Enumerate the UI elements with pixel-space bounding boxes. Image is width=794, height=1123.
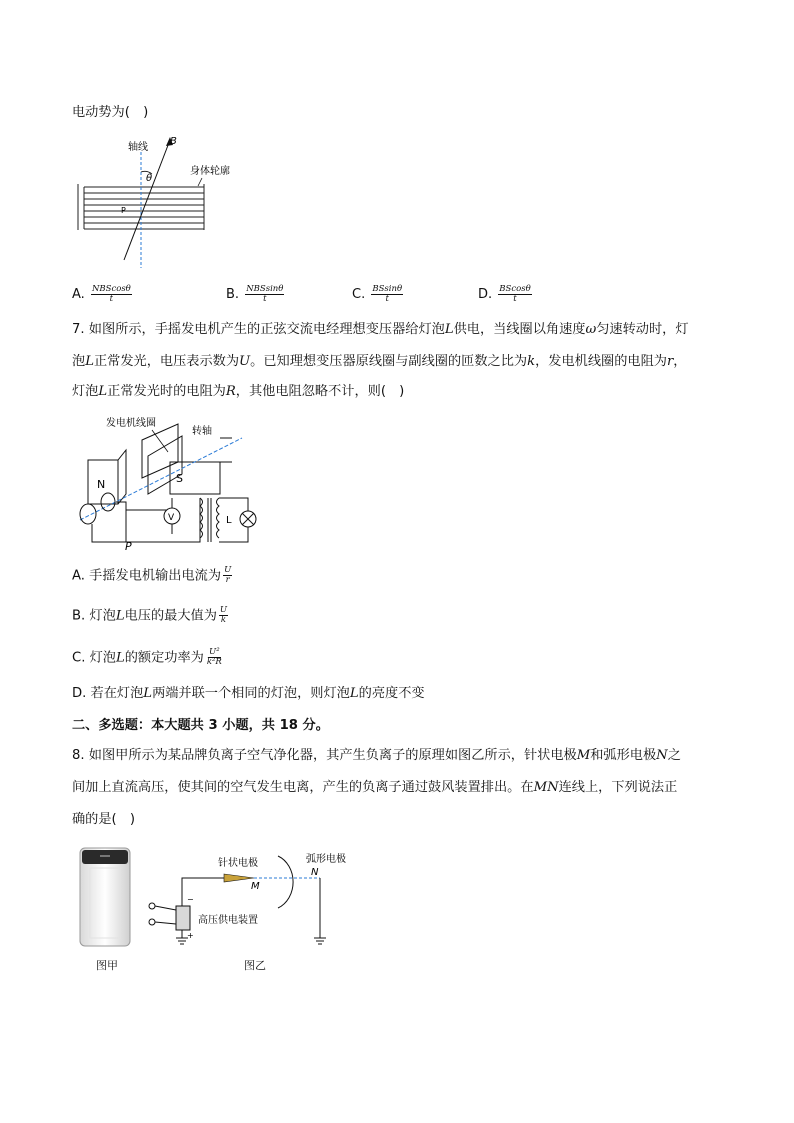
- q6-option-b-letter: B.: [226, 287, 240, 302]
- q6-option-c-fraction: $\frac{BSsin\theta}{t}$: [372, 284, 403, 304]
- q8-arc-label: 弧形电极: [306, 854, 346, 865]
- q7-shaft-label: 转轴: [192, 426, 212, 437]
- section-2-heading: 二、多选题：本大题共 3 小题，共 18 分。: [72, 718, 329, 733]
- q7-option-a[interactable]: A. 手摇发电机输出电流为 $\frac{U}{r}$: [72, 565, 232, 585]
- q8-plus-label: +: [187, 931, 194, 940]
- q7-v-label: V: [168, 513, 175, 523]
- q7-stem-line-1: 7. 如图所示，手摇发电机产生的正弦交流电经理想变压器给灯泡L供电，当线圈以角速度ω匀速转动时，灯: [72, 322, 689, 337]
- q8-stem-line-3: 确的是( ): [72, 812, 136, 827]
- q6-option-c[interactable]: [352, 285, 403, 305]
- q7-figure: [72, 410, 272, 555]
- q6-option-d[interactable]: [478, 285, 532, 305]
- q6-figure: [74, 132, 274, 272]
- q7-option-c[interactable]: C. 灯泡L的额定功率为 $\frac{\text{U²}}{\text{k²R}}$: [72, 647, 222, 667]
- air-purifier-image: [78, 846, 134, 948]
- q8-supply-label: 高压供电装置: [198, 915, 258, 926]
- q8-needle-label: 针状电极: [218, 858, 258, 869]
- q8-figure-yi: [144, 846, 364, 952]
- q6-option-a[interactable]: [72, 285, 132, 305]
- q6-option-c-letter: C.: [352, 287, 366, 302]
- q7-stem-line-3: 灯泡L正常发光时的电阻为R，其他电阻忽略不计，则( ): [72, 384, 405, 399]
- q8-minus-label: −: [187, 895, 194, 904]
- q6-body-label: 身体轮廓: [190, 166, 230, 177]
- q6-option-a-fraction: $\frac{\text{NBScosθ}}{t}$: [91, 284, 131, 304]
- q6-option-d-fraction: $\frac{BScos\theta}{t}$: [499, 284, 531, 304]
- q6-theta-label: θ: [146, 173, 153, 184]
- q7-s-label: S: [176, 472, 183, 485]
- q7-p-label: P: [125, 540, 132, 553]
- q8-stem-line-2: 间加上直流高压，使其间的空气发生电离，产生的负离子通过鼓风装置排出。在MN连线上，下列说法正: [72, 780, 678, 795]
- q6-stem-tail: 电动势为( ): [72, 105, 149, 120]
- q6-option-a-letter: A.: [72, 287, 85, 302]
- q6-b-label: B: [170, 136, 177, 147]
- q6-option-b[interactable]: [226, 285, 284, 305]
- figure-jia-caption: 图甲: [96, 959, 118, 972]
- q8-n-label: N: [311, 867, 319, 878]
- figure-yi-caption: 图乙: [244, 959, 266, 972]
- q6-axis-label: 轴线: [128, 142, 148, 153]
- q7-option-c-fraction: $\frac{\text{U²}}{\text{k²R}}$: [206, 647, 222, 667]
- q7-option-a-fraction: $\frac{U}{r}$: [224, 565, 232, 585]
- q8-stem-line-1: 8. 如图甲所示为某品牌负离子空气净化器，其产生负离子的原理如图乙所示，针状电极M和弧形电极N之: [72, 748, 681, 763]
- q6-option-d-letter: D.: [478, 287, 493, 302]
- q6-option-b-fraction: $\frac{\text{NBSsinθ}}{t}$: [246, 284, 284, 304]
- q8-m-label: M: [251, 881, 260, 892]
- q7-stem-line-2: 泡L正常发光，电压表示数为U。已知理想变压器原线圈与副线圈的匝数之比为k，发电机线圈的电阻为r，: [72, 354, 687, 369]
- q6-p-label: P: [121, 206, 126, 215]
- q7-option-d[interactable]: D. 若在灯泡L两端并联一个相同的灯泡，则灯泡L的亮度不变: [72, 686, 425, 701]
- q7-l-label: L: [226, 515, 232, 526]
- q7-n-label: N: [97, 478, 106, 491]
- q7-option-b[interactable]: B. 灯泡L电压的最大值为 $\frac{U}{k}$: [72, 605, 228, 625]
- q7-coil-label: 发电机线圈: [106, 418, 156, 429]
- q7-option-b-fraction: $\frac{U}{k}$: [219, 605, 228, 625]
